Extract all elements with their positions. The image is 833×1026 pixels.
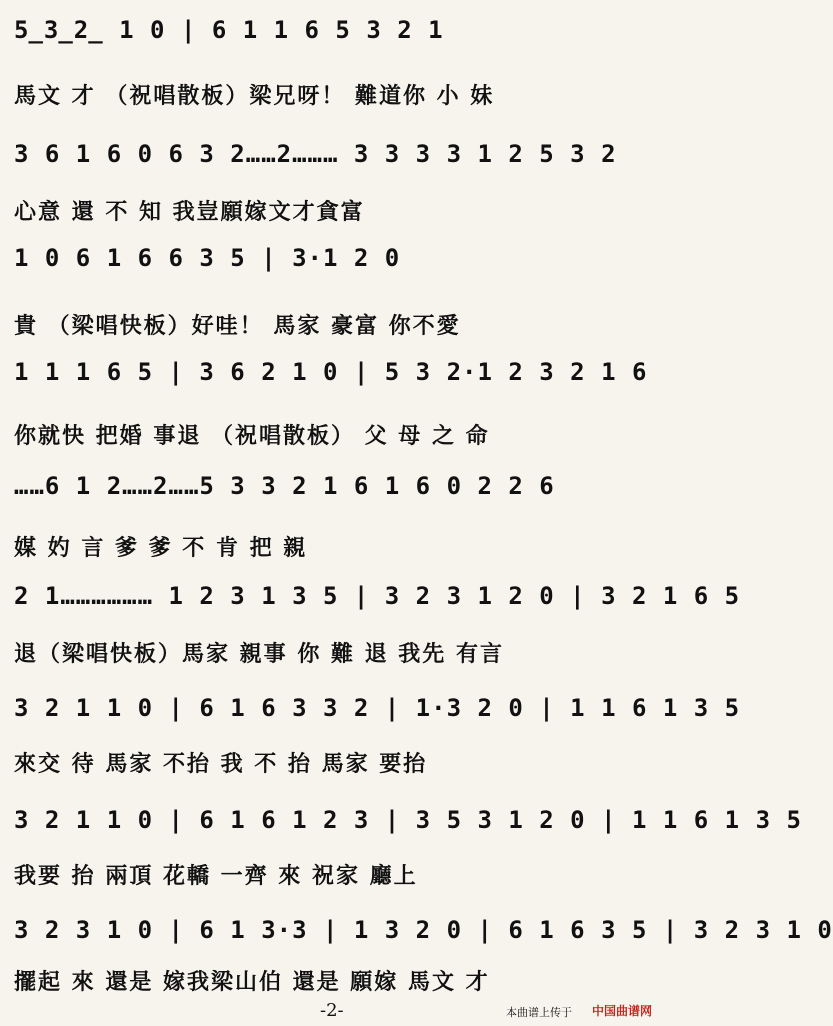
page-number: -2- xyxy=(320,1000,344,1021)
lyric-row: 來交 待 馬家 不抬 我 不 抬 馬家 要抬 xyxy=(14,751,428,777)
lyric-row: 你就快 把婚 事退 （祝唱散板） 父 母 之 命 xyxy=(14,423,490,449)
lyric-row: 心意 還 不 知 我豈願嫁文才貪富 xyxy=(14,199,365,225)
site-logo-icon: 中国曲谱网 xyxy=(592,1004,653,1018)
notation-row: 3 2 1 1 0 | 6 1 6 3 3 2 | 1·3 2 0 | 1 1 6 1 3 5 xyxy=(14,694,741,722)
notation-row: 1 0 6 1 6 6 3 5 | 3·1 2 0 xyxy=(14,244,401,272)
page-footer xyxy=(0,996,700,1026)
lyric-row: 媒 妁 言 爹 爹 不 肯 把 親 xyxy=(14,535,308,561)
lyric-row: 貴 （梁唱快板）好哇！ 馬家 豪富 你不愛 xyxy=(14,313,461,339)
notation-row: 3 6 1 6 0 6 3 2……2……… 3 3 3 3 1 2 5 3 2 xyxy=(14,140,617,168)
notation-row: 3 2 1 1 0 | 6 1 6 1 2 3 | 3 5 3 1 2 0 | 1 1 6 1 3 5 xyxy=(14,806,802,834)
lyric-row: 擺起 來 還是 嫁我梁山伯 還是 願嫁 馬文 才 xyxy=(14,969,490,995)
notation-row: 5̲3̲2̲ 1 0 | 6 1 1 6 5 3 2 1 xyxy=(14,16,444,44)
notation-row: ……6 1 2……2……5 3 3 2 1 6 1 6 0 2 2 6 xyxy=(14,472,555,500)
lyric-row: 馬文 才 （祝唱散板）梁兄呀！ 難道你 小 妹 xyxy=(14,83,495,109)
notation-row: 2 1……………… 1 2 3 1 3 5 | 3 2 3 1 2 0 | 3 2 1 6 5 xyxy=(14,582,741,610)
upload-note: 本曲谱上传于 xyxy=(506,1006,572,1019)
notation-row: 3 2 3 1 0 | 6 1 3·3 | 1 3 2 0 | 6 1 6 3 5 | 3 2 3 1 0 xyxy=(14,916,833,944)
lyric-row: 我要 抬 兩頂 花轎 一齊 來 祝家 廳上 xyxy=(14,863,418,889)
lyric-row: 退（梁唱快板）馬家 親事 你 難 退 我先 有言 xyxy=(14,641,504,667)
notation-row: 1 1 1 6 5 | 3 6 2 1 0 | 5 3 2·1 2 3 2 1 6 xyxy=(14,358,648,386)
